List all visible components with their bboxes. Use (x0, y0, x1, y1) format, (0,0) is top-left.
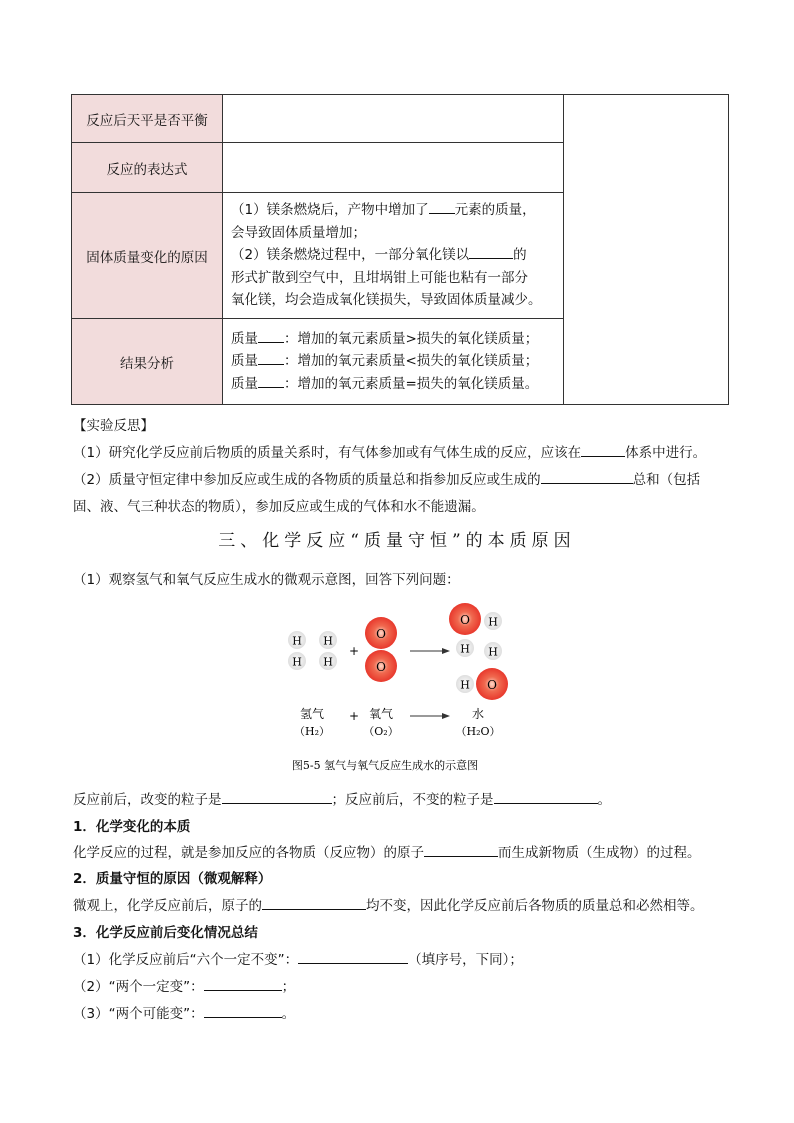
hydrogen-molecule (319, 631, 337, 670)
label-arrow (410, 713, 450, 719)
answer-particles: 反应前后，改变的粒子是 ；反应前后，不变的粒子是 。 (73, 792, 611, 808)
reflection-heading: 【实验反思】 (73, 418, 154, 434)
plus-sign: + (348, 644, 360, 658)
svg-text:H: H (488, 615, 498, 629)
svg-text:O: O (460, 613, 470, 627)
label-water-formula: （H₂O） (455, 725, 501, 738)
row-label-reason: 固体质量变化的原因 (72, 193, 223, 319)
heading-2: 2．质量守恒的原因（微观解释） (73, 871, 272, 887)
plus-sign-label: + (348, 709, 360, 723)
reflection-item-2-cont: 固、液、气三种状态的物质），参加反应或生成的气体和水不能遗漏。 (73, 499, 485, 515)
svg-text:O: O (376, 627, 386, 641)
hydrogen-molecule (288, 631, 306, 670)
reaction-diagram (270, 598, 530, 778)
heading-3: 3．化学反应前后变化情况总结 (73, 925, 258, 941)
row-label-balance: 反应后天平是否平衡 (72, 95, 223, 143)
heading-1: 1．化学变化的本质 (73, 819, 191, 835)
label-water: 水 (471, 707, 485, 721)
summary-1: （1）化学反应前后“六个一定不变”： （填序号，下同）； (73, 952, 523, 968)
row-content-reason: （1）镁条燃烧后，产物中增加了 元素的质量， 会导致固体质量增加； （2）镁条燃烧过程中，一部分氧化镁以 的 形式扩散到空气中，且坩埚钳上可能也粘有一部分 氧化镁，均会造成氧化镁损失，导致固体质量减少。 (223, 193, 564, 319)
svg-text:H: H (488, 645, 498, 659)
summary-2: （2）“两个一定变”： ； (73, 979, 296, 995)
oxygen-molecule (365, 617, 397, 682)
svg-text:H: H (323, 634, 333, 648)
figure-caption: 图5-5 氢气与氧气反应生成水的示意图 (291, 759, 479, 772)
row-label-expression: 反应的表达式 (72, 143, 223, 193)
section-title: 三、化学反应“质量守恒”的本质原因 (218, 531, 576, 551)
svg-text:H: H (460, 642, 470, 656)
reflection-item-1: （1）研究化学反应前后物质的质量关系时，有气体参加或有气体生成的反应，应该在 体系中进行。 (73, 445, 707, 461)
svg-text:O: O (487, 678, 497, 692)
label-oxygen-formula: （O₂） (363, 725, 399, 738)
reflection-item-2: （2）质量守恒定律中参加反应或生成的各物质的质量总和指参加反应或生成的 总和（包括 (73, 472, 701, 488)
row-label-analysis: 结果分析 (72, 319, 223, 405)
row-content-balance (223, 95, 564, 143)
summary-3: （3）“两个可能变”： 。 (73, 1006, 296, 1022)
svg-text:H: H (323, 655, 333, 669)
side-column (564, 95, 729, 405)
reaction-arrow (410, 648, 450, 654)
svg-text:O: O (376, 660, 386, 674)
paragraph-2: 微观上，化学反应前后，原子的 均不变，因此化学反应前后各物质的质量总和必然相等。 (73, 898, 704, 914)
paragraph-1: 化学反应的过程，就是参加反应的各物质（反应物）的原子 而生成新物质（生成物）的过程。 (73, 845, 701, 861)
label-hydrogen-formula: （H₂） (293, 725, 331, 738)
svg-text:H: H (460, 678, 470, 692)
svg-text:H: H (292, 634, 302, 648)
label-oxygen: 氧气 (368, 707, 394, 721)
svg-text:H: H (292, 655, 302, 669)
experiment-table (71, 94, 729, 405)
row-content-expression (223, 143, 564, 193)
question-1: （1）观察氢气和氧气反应生成水的微观示意图，回答下列问题： (73, 572, 460, 588)
row-content-analysis: 质量 ：增加的氧元素质量>损失的氧化镁质量； 质量 ：增加的氧元素质量<损失的氧化镁质量； 质量 ：增加的氧元素质量=损失的氧化镁质量。 (223, 319, 564, 405)
label-hydrogen: 氢气 (299, 707, 325, 721)
